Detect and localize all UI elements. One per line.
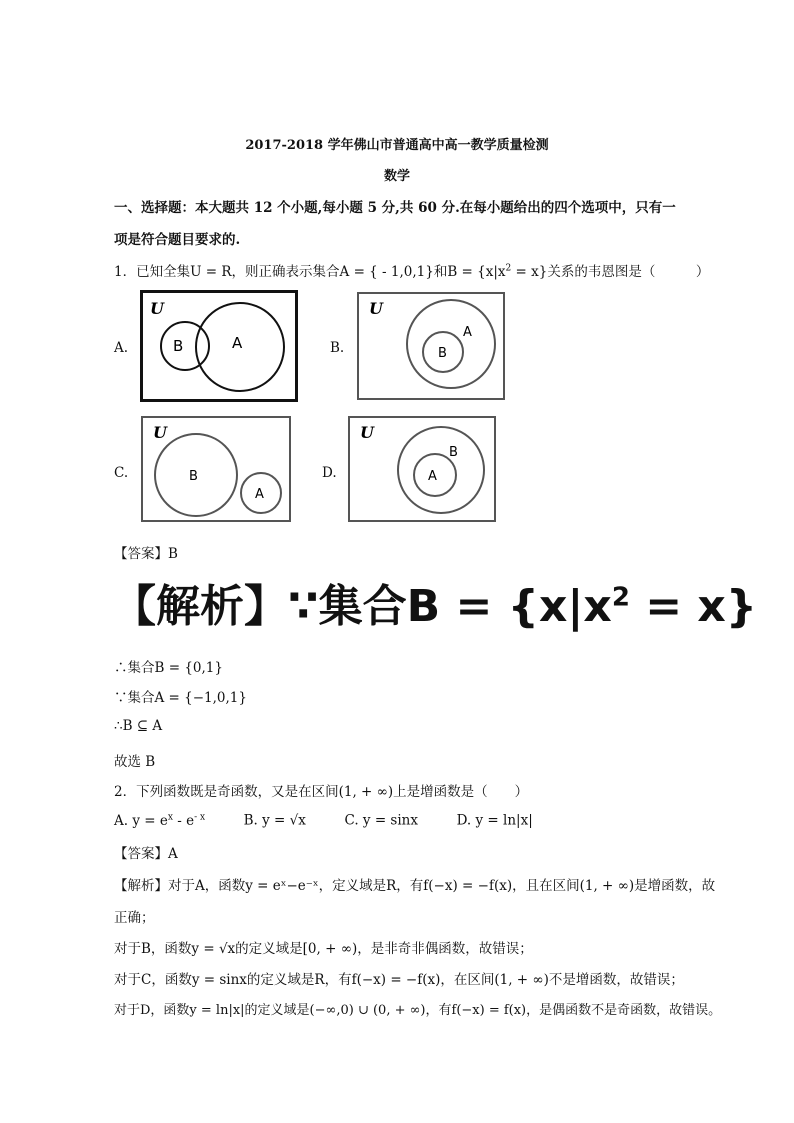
q1-analysis-banner-part2: = x} — [629, 581, 758, 632]
q1-option-a-label: A. — [114, 340, 129, 356]
venn-d-u-label: U — [360, 423, 374, 442]
q2-analysis-line-4: 对于C，函数y = sinx的定义域是R，有f(−x) = −f(x)，在区间(1, + ∞)不是增函数，故错误； — [114, 972, 684, 988]
q1-analysis-banner — [112, 570, 757, 634]
q2-option-d: D. y = ln|x| — [456, 812, 533, 829]
q1-analysis-line-3: ∴B ⊆ A — [114, 718, 163, 734]
q2-analysis-line-5: 对于D，函数y = ln|x|的定义域是(−∞,0) ∪ (0, + ∞)，有f(−x) = f(x)，是偶函数不是奇函数，故错误。 — [114, 1003, 722, 1018]
q2-analysis-line-3: 对于B，函数y = √x的定义域是[0, + ∞)，是非奇非偶函数，故错误； — [114, 941, 533, 957]
venn-diagram-d — [348, 416, 496, 522]
q2-options — [114, 812, 533, 829]
q1-stem-part2: = x}关系的韦恩图是（ ） — [511, 264, 710, 280]
subject-title: 数学 — [383, 169, 410, 184]
q2-option-a: A. $y = e^x - e^{- x}$ — [114, 812, 206, 829]
q1-stem-sup: 2 — [505, 263, 512, 274]
venn-a-a-label: A — [232, 334, 243, 352]
q1-analysis-banner-part1: 【解析】∵集合B = {x|x — [112, 581, 612, 632]
q2-option-b: B. y = √x — [243, 812, 306, 829]
venn-c-a-label: A — [255, 487, 264, 502]
section-heading-line1: 一、选择题：本大题共 12 个小题,每小题 5 分,共 60 分.在每小题给出的四个选项中，只有一 — [114, 200, 676, 216]
q1-option-b-label: B. — [330, 340, 345, 356]
q1-analysis-line-2: ∵集合A = {−1,0,1} — [114, 690, 247, 706]
q1-stem — [114, 260, 709, 280]
venn-diagram-b — [357, 292, 505, 400]
q2-option-c: C. y = sinx — [344, 812, 418, 829]
venn-b-u-label: U — [369, 299, 383, 318]
q2-stem: 2．下列函数既是奇函数，又是在区间(1, + ∞)上是增函数是（ ） — [114, 784, 529, 800]
q1-answer: 【答案】B — [114, 546, 178, 562]
q2-analysis-line-2: 正确； — [114, 910, 155, 926]
venn-diagram-a — [140, 290, 298, 402]
q1-option-c-label: C. — [114, 465, 129, 481]
section-heading-line2: 项是符合题目要求的. — [114, 232, 241, 248]
q1-analysis-banner-sup: 2 — [611, 582, 630, 613]
venn-d-a-label: A — [428, 469, 437, 484]
q1-analysis-line-1: ∴集合B = {0,1} — [114, 660, 223, 676]
q2-analysis-line-1: 【解析】对于A，函数y = eˣ−e⁻ˣ，定义域是R，有f(−x) = −f(x)，且在区间(1, + ∞)是增函数，故 — [114, 878, 716, 894]
q1-option-d-label: D. — [322, 465, 337, 481]
venn-diagram-c — [141, 416, 291, 522]
venn-a-u-label: U — [150, 299, 164, 318]
venn-d-b-label: B — [449, 445, 458, 460]
page-title: 2017-2018 学年佛山市普通高中高一教学质量检测 — [245, 138, 549, 153]
venn-c-b-label: B — [189, 469, 198, 484]
q1-stem-part1: 1．已知全集U = R，则正确表示集合A = { - 1,0,1}和B = {x|x — [114, 264, 506, 280]
venn-a-b-label: B — [173, 337, 184, 355]
venn-c-u-label: U — [153, 423, 167, 442]
venn-b-b-label: B — [438, 346, 447, 361]
venn-b-a-label: A — [463, 325, 472, 340]
q1-analysis-line-4: 故选 B — [114, 754, 156, 770]
q2-answer: 【答案】A — [114, 846, 178, 862]
